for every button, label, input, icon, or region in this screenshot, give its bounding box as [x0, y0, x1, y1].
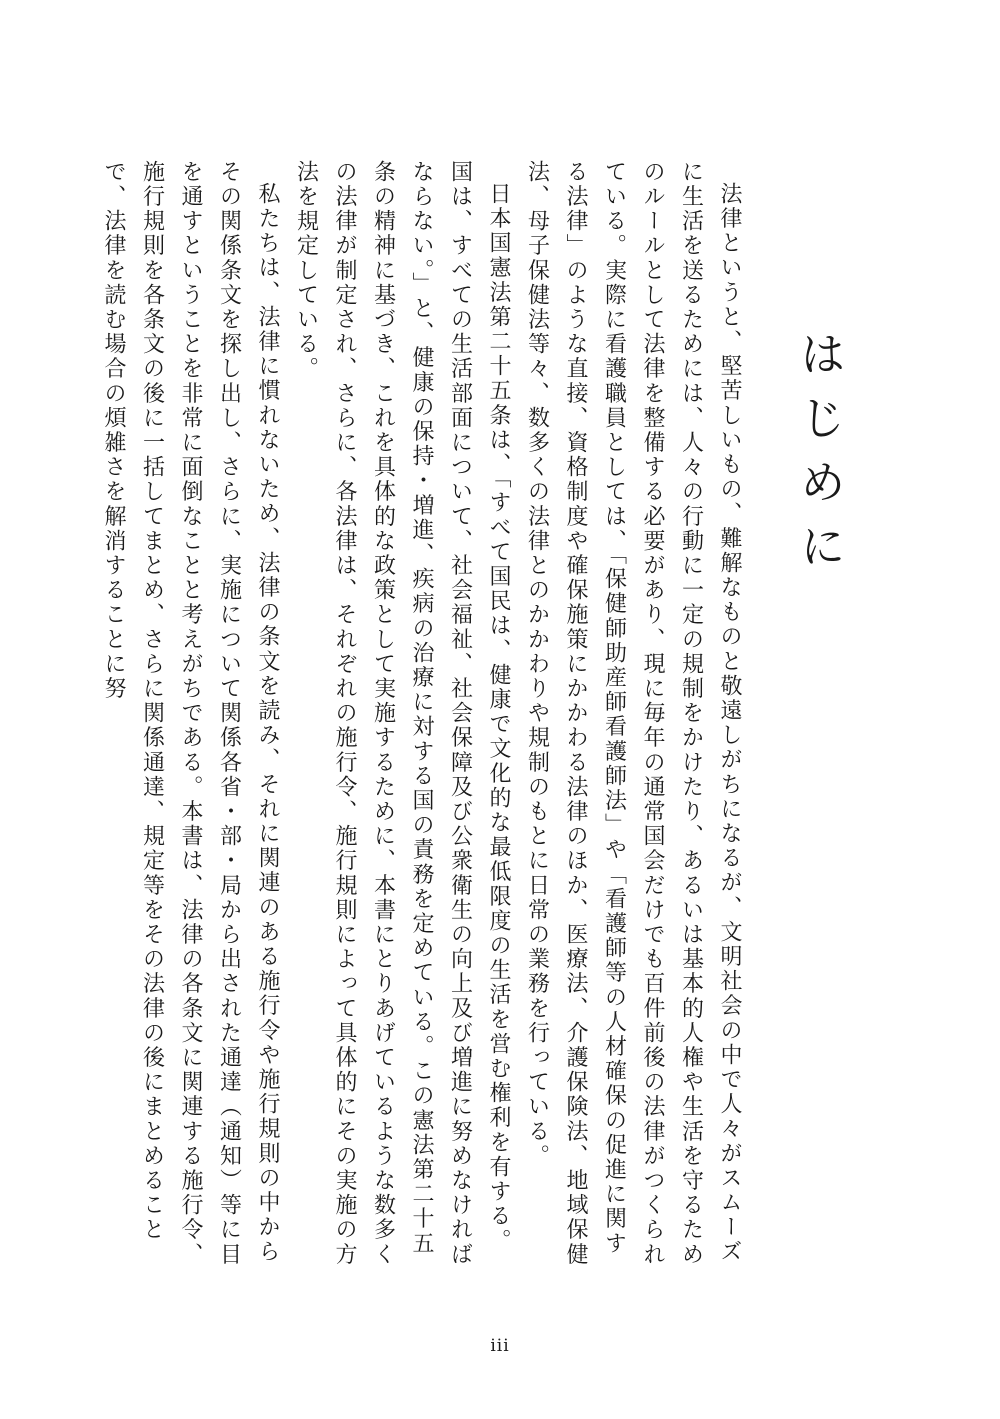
paragraph: 私たちは、法律に慣れないため、法律の条文を読み、それに関連のある施行令や施行規則の中からその関係条文を探し出し、さらに、実施について関係各省・部・局から出された通達（通知）等に目を通すということを非常に面倒なことと考えがちである。本書は、法律の各条文に関連する施行令、施行規則を各条文の後に一括してまとめ、さらに関係通達、規定等をその法律の後にまとめることで、法律を読む場合の煩雑さを解消することに努	[101, 160, 280, 1267]
page-title: はじめに	[793, 330, 847, 586]
paragraph: 日本国憲法第二十五条は、「すべて国民は、健康で文化的な最低限度の生活を営む権利を有する。国は、すべての生活部面について、社会福祉、社会保障及び公衆衛生の向上及び増進に努めなければならない。」と、健康の保持・増進、疾病の治療に対する国の責務を定めている。この憲法第二十五条の精神に基づき、これを具体的な政策として実施するために、本書にとりあげているような数多くの法律が制定され、さらに、各法律は、それぞれの施行令、施行規則によって具体的にその実施の方法を規定している。	[293, 160, 511, 1267]
body-text	[101, 160, 748, 1270]
page-number: iii	[490, 1336, 510, 1356]
paragraph: 法律というと、堅苦しいもの、難解なものと敬遠しがちになるが、文明社会の中で人々がスムーズに生活を送るためには、人々の行動に一定の規制をかけたり、あるいは基本的人権や生活を守るためのルールとして法律を整備する必要があり、現に毎年の通常国会だけでも百件前後の法律がつくられている。実際に看護職員としては、「保健師助産師看護師法」や「看護師等の人材確保の促進に関する法律」のような直接、資格制度や確保施策にかかわる法律のほか、医療法、介護保険法、地域保健法、母子保健法等々、数多くの法律とのかかわりや規制のもとに日常の業務を行っている。	[524, 160, 742, 1267]
